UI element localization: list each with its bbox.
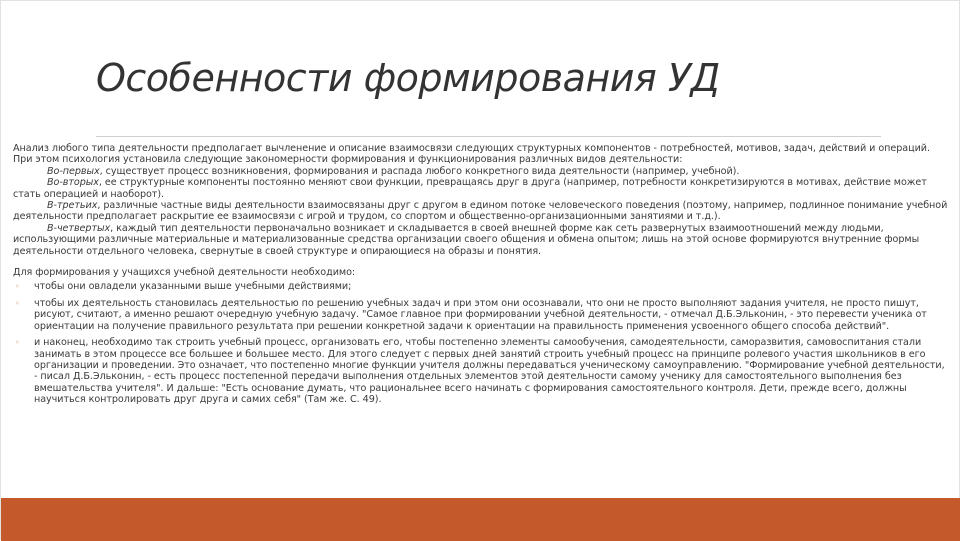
bullet-circle-icon: ◦ [15,298,20,308]
requirements-heading: Для формирования у учащихся учебной деятельности необходимо: [13,267,356,279]
point-first-text: , существует процесс возникновения, формирования и распада любого конкретного вида деятельности (например, учебной). [99,165,740,177]
footer-accent-bar [1,498,960,541]
list-item [15,281,949,293]
list-item-text: чтобы они овладели указанными выше учебными действиями; [34,281,352,293]
point-second [13,177,949,200]
point-second-lead: Во-вторых [47,177,99,189]
point-second-text: , ее структурные компоненты постоянно меняют свои функции, превращаясь друг в друга (например, потребности конкретизируются в мотивах, действие может стать операцией и наоборот). [13,177,927,200]
point-fourth-lead: В-четвертых [47,222,111,234]
slide-body [13,143,949,411]
point-first-lead: Во-первых [47,165,100,177]
point-third [13,200,949,223]
list-item-text: чтобы их деятельность становилась деятельностью по решению учебных задач и при этом они осознавали, что они не просто выполняют задания учителя, не просто пишут, рисуют, считают, а именно решают очередную учебную задачу. "Самое главное при формировании учебной деятельности, - отмечал Д.Б.Эльконин, - это перевести ученика от ориентации на получение правильного результата при решении конкретной задачи к ориентации на правильность применения усвоенного общего способа действий". [34,297,927,332]
point-third-text: , различные частные виды деятельности взаимосвязаны друг с другом в едином потоке человеческого поведения (поэтому, например, подлинное понимание учебной деятельности предполагает раскрытие ее взаимосвязи с игрой и трудом, со спортом и общественно-организационными занятиями и т.д.). [13,200,948,223]
slide-title: Особенности формирования УД [96,56,720,101]
bullet-circle-icon: ◦ [15,282,20,292]
list-item [15,297,949,332]
intro-paragraph: Анализ любого типа деятельности предполагает вычленение и описание взаимосвязи следующих структурных компонентов - потребностей, мотивов, задач, действий и операций. При этом психология установила следующие закономерности формирования и функционирования различных видов деятельности: [13,143,930,166]
list-item-text: и наконец, необходимо так строить учебный процесс, организовать его, чтобы постепенно элементы самообучения, самодеятельности, саморазвития, самовоспитания стали занимать в этом процессе все большее и большее место. Для этого следует с первых дней занятий строить учебный процесс на принципе ролевого участия школьников в его организации и проведении. Это означает, что постепенно многие функции учителя должны передаваться ученическому самоуправлению. "Формирование учебной деятельности, - писал Д.Б.Эльконин, - есть процесс постепенной передачи выполнения отдельных элементов этой деятельности самому ученику для самостоятельного выполнения без вмешательства учителя". И дальше: "Есть основание думать, что рациональнее всего начинать с формирования самостоятельного контроля. Дети, прежде всего, должны научиться контролировать друг друга и самих себя" (Там же. С. 49). [34,337,945,406]
point-third-lead: В-третьих [47,200,98,212]
point-fourth-text: , каждый тип деятельности первоначально возникает и складывается в своей внешней форме как сеть развернутых взаимоотношений между людьми, использующими различные материальные и материализованные средства организации своего общения и обмена опытом; лишь на этой основе формируются внутренние формы деятельности отдельного человека, свернутые в своей структуре и опирающиеся на образы и понятия. [13,222,920,257]
list-item [15,337,949,406]
bullet-circle-icon: ◦ [15,338,20,348]
point-first [13,166,949,177]
point-fourth [13,223,949,257]
requirements-list [13,281,949,405]
title-divider [96,136,881,137]
